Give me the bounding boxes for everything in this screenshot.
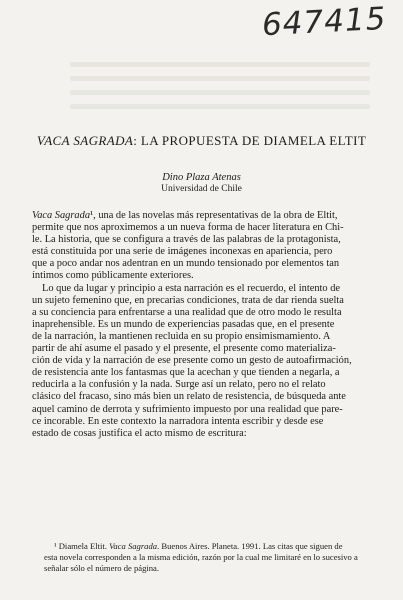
paragraph-line: Lo que da lugar y principio a esta narración es el recuerdo, el intento de [42, 282, 341, 294]
line-text: ¹, una de las novelas más representativas de la obra de Eltit, [90, 210, 338, 221]
bleed-through-line [70, 62, 370, 67]
book-title-italic: Vaca Sagrada [32, 210, 91, 221]
bleed-through-line [70, 90, 370, 95]
author-name: Dino Plaza Atenas [162, 172, 241, 183]
article-title [0, 133, 403, 149]
bleed-through-line [70, 104, 370, 109]
paragraph-line: ce incorable. En este contexto la narradora intenta escribir y desde ese [32, 415, 324, 427]
paragraph-line: ción de vida y la narración de ese presente como un gesto de autoafirmación, [32, 355, 352, 367]
footnote-line [44, 541, 384, 552]
paragraph-line: íntimos como públicamente exteriores. [32, 270, 194, 282]
paragraph-line: aquel camino de derrota y sufrimiento impuesto por una realidad que pare- [32, 403, 343, 415]
paragraph-line: de resistencia ante los fantasmas que la acechan y que tienden a negarla, a [32, 367, 340, 379]
paragraph-line: está constituida por una serie de imágenes inconexas en apariencia, pero [32, 246, 333, 258]
footnote [44, 541, 384, 574]
title-italic-part: VACA SAGRADA [36, 133, 134, 148]
footnote-text: . Buenos Aires. Planeta. 1991. Las citas que siguen de [157, 541, 343, 551]
title-rest: : LA PROPUESTA DE DIAMELA ELTIT [133, 133, 367, 148]
paragraph-line: un sujeto femenino que, en precarias condiciones, trata de dar rienda suelta [32, 294, 344, 306]
paragraph-line: que a poco andar nos adentran en un mundo tensionado por elementos tan [32, 258, 340, 270]
paragraph-line: clásico del fracaso, sino más bien un relato de resistencia, de búsqueda ante [32, 391, 346, 403]
handwritten-catalog-number: 647415 [261, 0, 388, 44]
footnote-line: esta novela corresponden a la misma edición, razón por la cual me limitaré en lo sucesivo a [44, 552, 358, 562]
paragraph-line: de la narración, la mantienen recluida en su propio ensimismamiento. A [32, 330, 331, 342]
footnote-text: ¹ Diamela Eltit. [54, 541, 110, 551]
footnote-book-title: Vaca Sagrada [109, 541, 158, 551]
paragraph-line: partir de ahí asume el pasado y el presente, el presente como materializa- [32, 343, 336, 355]
paragraph-line: inaprehensible. Es un mundo de experiencias pasadas que, en el presente [32, 318, 335, 330]
author-affiliation: Universidad de Chile [161, 184, 242, 194]
paragraph-line: le. La historia, que se configura a través de las palabras de la protagonista, [32, 234, 341, 246]
paragraph-line [32, 210, 380, 222]
paragraph-line: estado de cosas justifica el acto mismo de escritura: [32, 427, 247, 439]
article-body [32, 210, 380, 440]
paragraph-line: reducirla a la confusión y la nada. Surge así un relato, pero no el relato [32, 379, 326, 391]
paragraph-line: permite que nos aproximemos a un nueva forma de hacer literatura en Chi- [32, 222, 344, 234]
paragraph-line: a su conciencia para enfrentarse a una realidad que de otro modo le resulta [32, 306, 342, 318]
bleed-through-line [70, 76, 370, 81]
footnote-line: señalar sólo el número de página. [44, 563, 160, 573]
